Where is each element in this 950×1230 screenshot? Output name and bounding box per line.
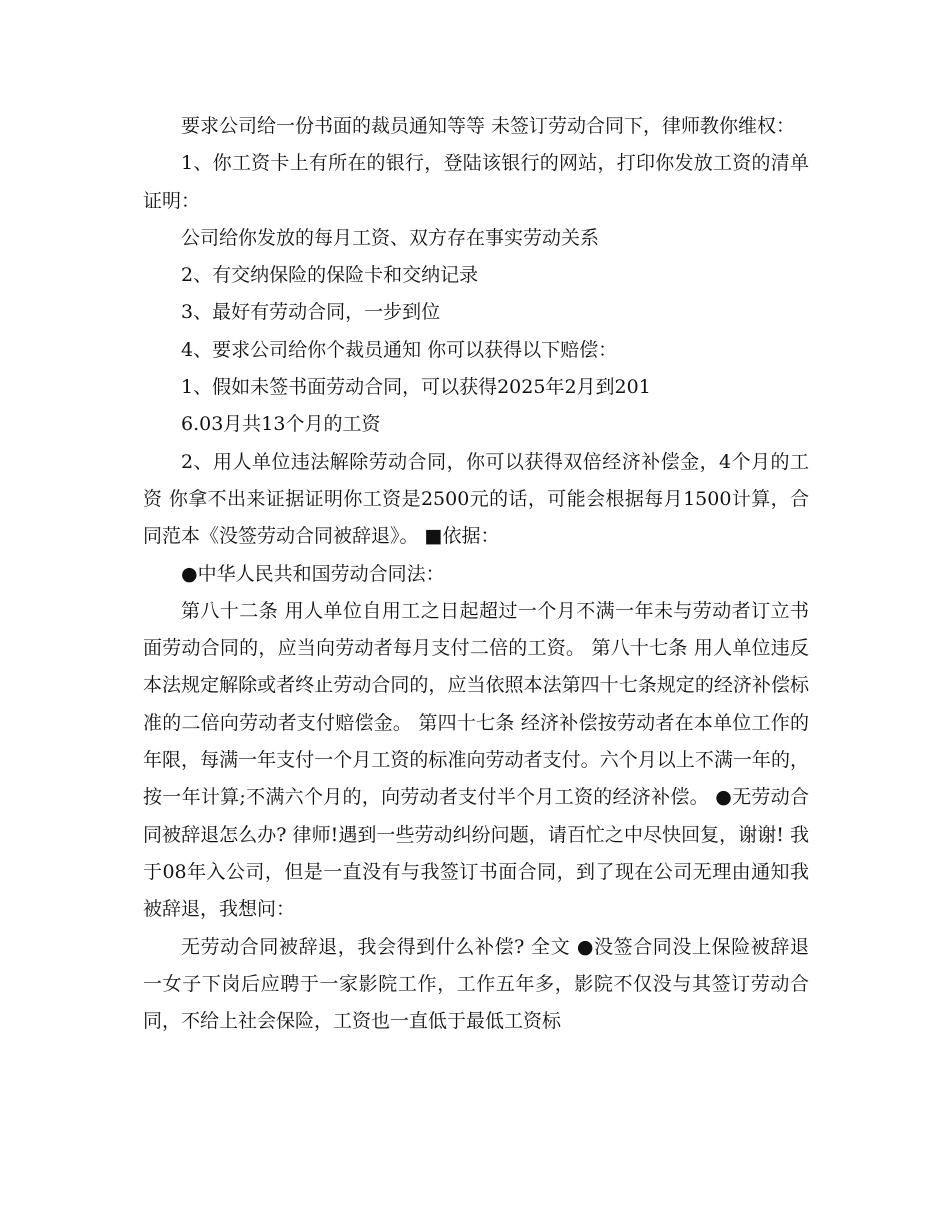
document-body (143, 108, 809, 1040)
paragraph-item-2: 2、有交纳保险的保险卡和交纳记录 (181, 264, 479, 287)
paragraph-compensation-2: 2、用人单位违法解除劳动合同，你可以获得双倍经济补偿金，4个月的工资 你拿不出来证据证明你工资是2500元的话，可能会根据每月1500计算，合同范本《没签劳动合同被辞退》。 ■依据： (143, 450, 809, 548)
paragraph-intro: 要求公司给一份书面的裁员通知等等 未签订劳动合同下，律师教你维权： (181, 115, 796, 137)
paragraph-item-1: 1、你工资卡上有所在的银行，登陆该银行的网站，打印你发放工资的清单 证明： (143, 152, 809, 212)
paragraph-compensation-1-cont: 6.03月共13个月的工资 (181, 413, 381, 436)
paragraph-item-4: 4、要求公司给你个裁员通知 你可以获得以下赔偿： (181, 338, 618, 361)
paragraph-question: 无劳动合同被辞退，我会得到什么补偿? 全文 ●没签合同没上保险被辞退 一女子下岗后应聘于一家影院工作，工作五年多，影院不仅没与其签订劳动合同，不给上社会保险，工资也一直低于最低工资标 (143, 935, 809, 1033)
paragraph-compensation-1: 1、假如未签书面劳动合同，可以获得2025年2月到201 (181, 376, 651, 399)
paragraph-law-heading: ●中华人民共和国劳动合同法： (181, 562, 445, 585)
paragraph-law-articles: 第八十二条 用人单位自用工之日起超过一个月不满一年未与劳动者订立书面劳动合同的，应当向劳动者每月支付二倍的工资。 第八十七条 用人单位违反本法规定解除或者终止劳动合同的，应当依照本法第四十七条规定的经济补偿标准的二倍向劳动者支付赔偿金。 第四十七条 经济补偿按劳动者在本单位工作的年限，每满一年支付一个月工资的标准向劳动者支付。六个月以上不满一年的，按一年计算;不满六个月的，向劳动者支付半个月工资的经济补偿。 ●无劳动合同被辞退怎么办? 律师!遇到一些劳动纠纷问题，请百忙之中尽快回复，谢谢! 我于08年入公司，但是一直没有与我签订书面合同，到了现在公司无理由通知我被辞退，我想问： (143, 599, 809, 921)
paragraph-item-1-detail: 公司给你发放的每月工资、双方存在事实劳动关系 (181, 226, 600, 249)
paragraph-item-3: 3、最好有劳动合同，一步到位 (181, 301, 441, 324)
